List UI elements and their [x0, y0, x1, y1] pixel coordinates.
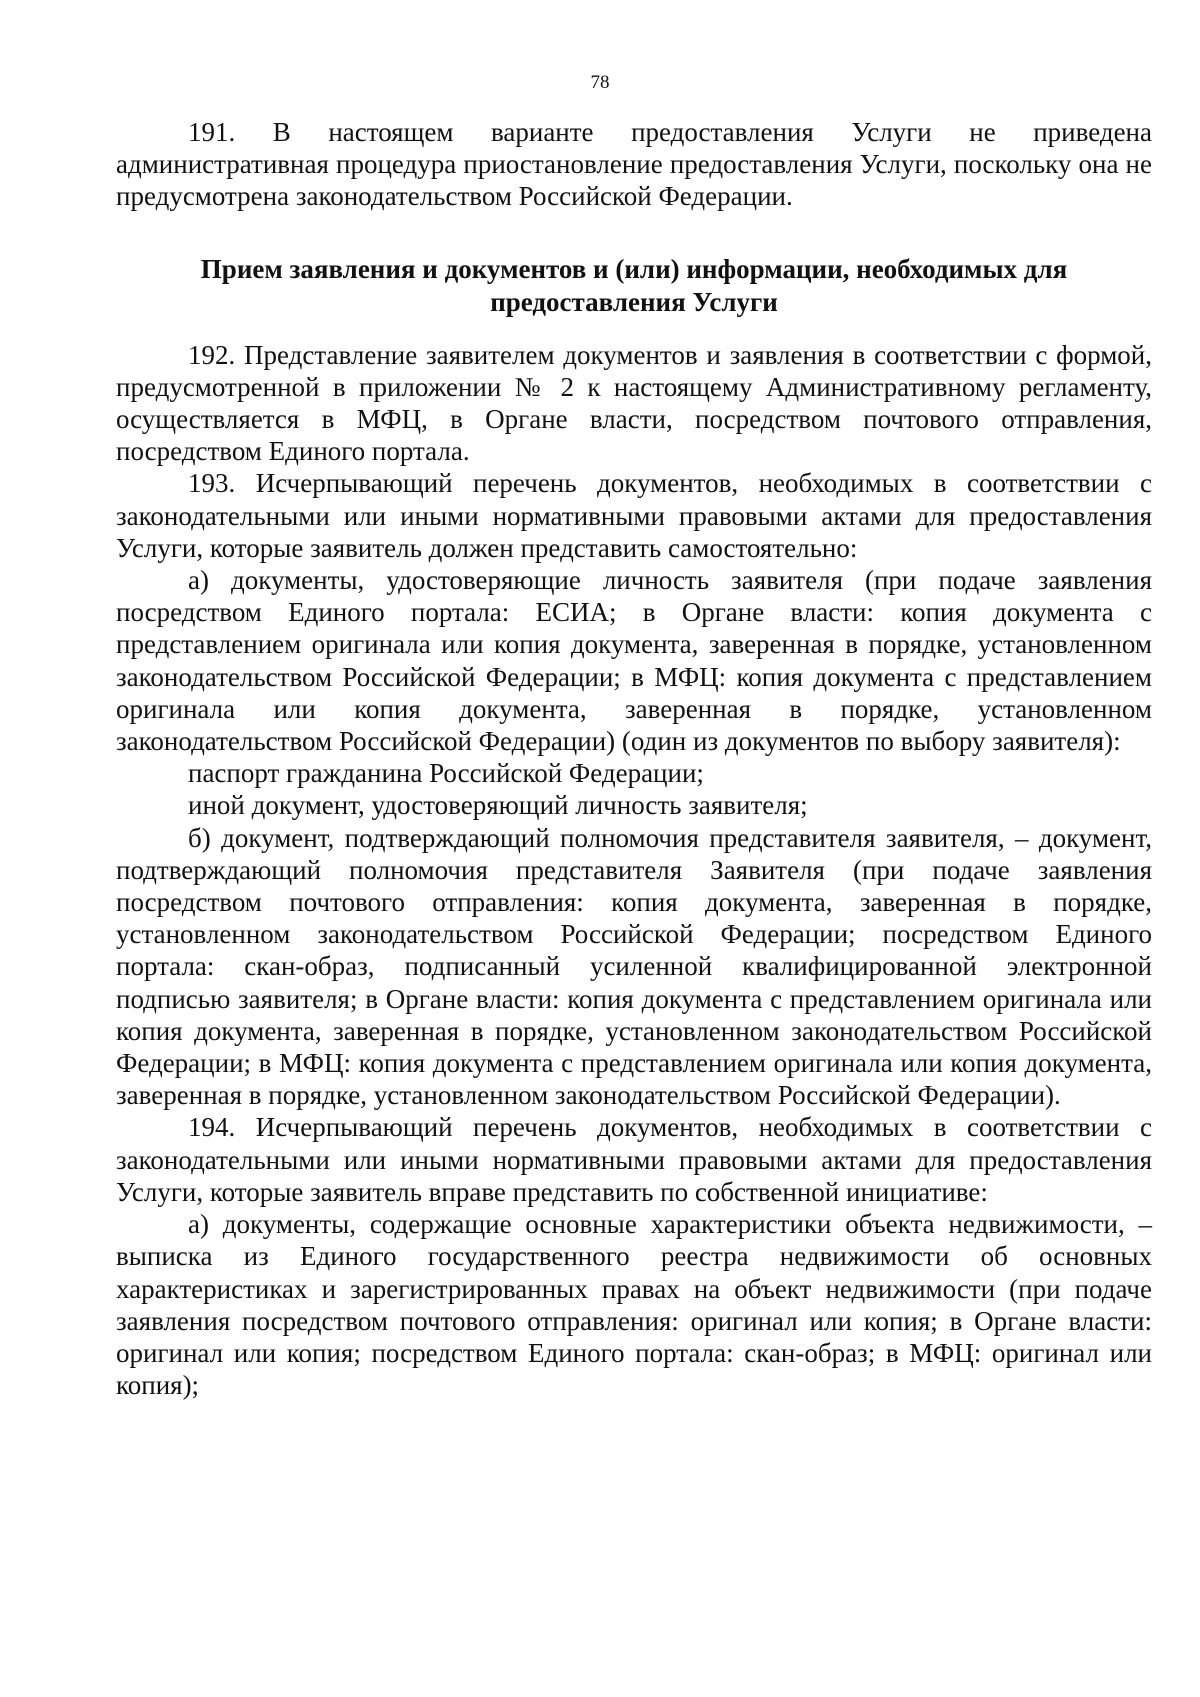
paragraph-191: 191. В настоящем варианте предоставления Услуги не приведена административная процедура приостановление предоставления Услуги, поскольку она не предусмотрена законодательством Российской Федерации.	[116, 117, 1152, 212]
paragraph-192: 192. Представление заявителем документов и заявления в соответствии с формой, предусмотренной в приложении № 2 к настоящему Административному регламенту, осуществляется в МФЦ, в Органе власти, посредством почтового отправления, посредством Единого портала.	[116, 339, 1152, 467]
list-item-passport: паспорт гражданина Российской Федерации;	[188, 758, 704, 789]
paragraph-193-b: б) документ, подтверждающий полномочия представителя заявителя, – документ, подтверждающий полномочия представителя Заявителя (при подаче заявления посредством почтового отправления: копия документа, заверенная в порядке, установленном законодательством Российской Федерации; посредством Единого портала: скан-образ, подписанный усиленной квалифицированной электронной подписью заявителя; в Органе власти: копия документа с представлением оригинала или копия документа, заверенная в порядке, установленном законодательством Российской Федерации; в МФЦ: копия документа с представлением оригинала или копия документа, заверенная в порядке, установленном законодательством Российской Федерации).	[116, 822, 1152, 1111]
paragraph-193: 193. Исчерпывающий перечень документов, необходимых в соответствии с законодательными или иными нормативными правовыми актами для предоставления Услуги, которые заявитель должен представить самостоятельно:	[116, 468, 1152, 563]
section-heading	[116, 253, 1152, 319]
paragraph-194: 194. Исчерпывающий перечень документов, необходимых в соответствии с законодательными или иными нормативными правовыми актами для предоставления Услуги, которые заявитель вправе представить по собственной инициативе:	[116, 1112, 1152, 1207]
page-number: 78	[590, 72, 610, 93]
list-item-other-document: иной документ, удостоверяющий личность заявителя;	[188, 790, 808, 821]
section-heading-line-2: предоставления Услуги	[490, 286, 778, 317]
section-heading-line-1: Прием заявления и документов и (или) информации, необходимых для	[200, 253, 1068, 284]
paragraph-194-a: а) документы, содержащие основные характеристики объекта недвижимости, – выписка из Единого государственного реестра недвижимости об основных характеристиках и зарегистрированных правах на объект недвижимости (при подаче заявления посредством почтового отправления: оригинал или копия; в Органе власти: оригинал или копия; посредством Единого портала: скан-образ; в МФЦ: оригинал или копия);	[116, 1209, 1152, 1401]
paragraph-193-a: а) документы, удостоверяющие личность заявителя (при подаче заявления посредством Единого портала: ЕСИА; в Органе власти: копия документа с представлением оригинала или копия документа, заверенная в порядке, установленном законодательством Российской Федерации; в МФЦ: копия документа с представлением оригинала или копия документа, заверенная в порядке, установленном законодательством Российской Федерации) (один из документов по выбору заявителя):	[116, 565, 1152, 757]
document-body	[116, 116, 1152, 1401]
